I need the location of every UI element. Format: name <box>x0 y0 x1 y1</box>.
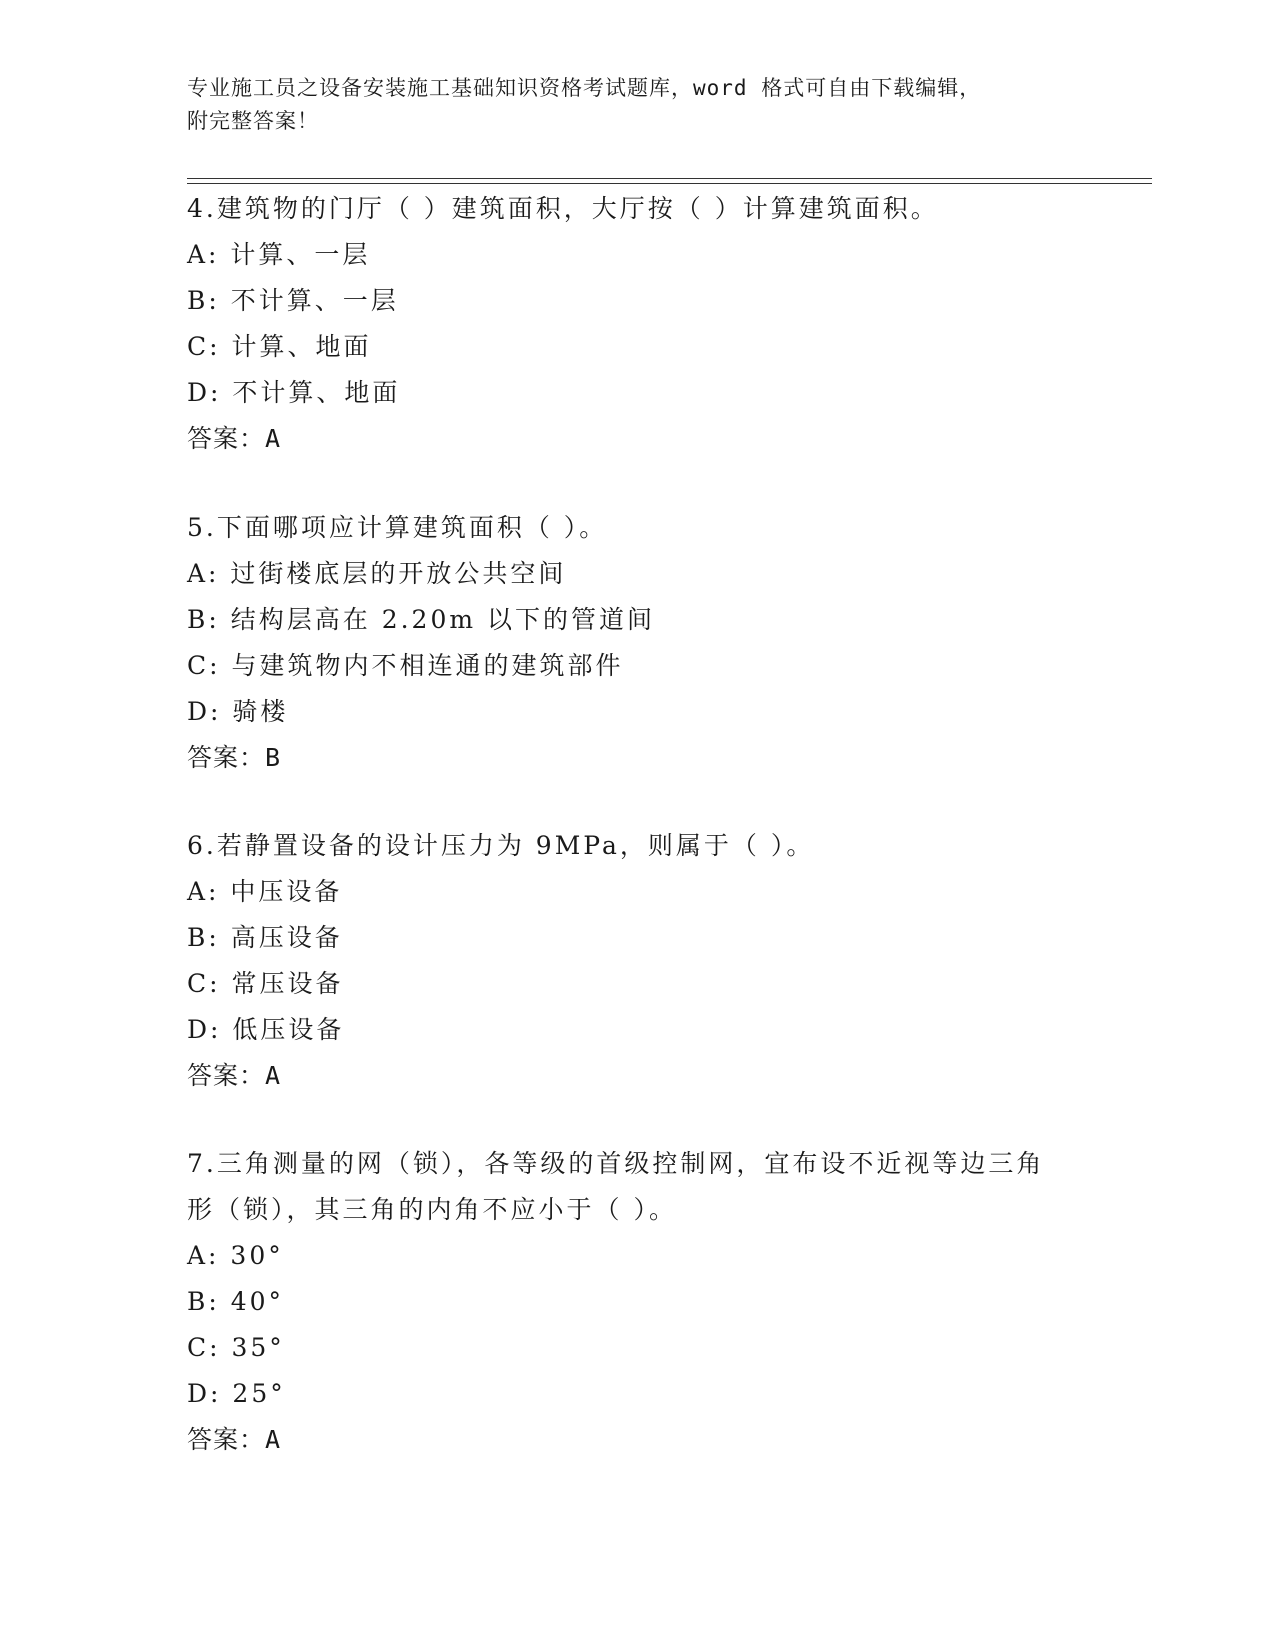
option-c: C: 常压设备 <box>187 969 344 998</box>
answer-line <box>187 416 1087 462</box>
question-block <box>187 1141 1087 1463</box>
question-block <box>187 505 1087 781</box>
answer-value: A <box>265 1061 282 1090</box>
option-b: B: 不计算、一层 <box>187 286 399 315</box>
option-a: A: 中压设备 <box>187 877 343 906</box>
option-a: A: 过街楼底层的开放公共空间 <box>187 559 567 588</box>
answer-line <box>187 735 1087 781</box>
question-stem: 4.建筑物的门厅（ ）建筑面积，大厅按（ ）计算建筑面积。 <box>187 194 939 223</box>
answer-line <box>187 1053 1087 1099</box>
header-line-2: 附完整答案！ <box>187 109 319 133</box>
answer-value: A <box>265 1425 282 1454</box>
question-block <box>187 823 1087 1099</box>
question-stem: 6.若静置设备的设计压力为 9MPa，则属于（ ）。 <box>187 831 815 860</box>
option-c: C: 计算、地面 <box>187 332 372 361</box>
option-c: C: 与建筑物内不相连通的建筑部件 <box>187 651 624 680</box>
answer-label: 答案： <box>187 743 266 772</box>
option-d: D: 25° <box>187 1379 286 1408</box>
option-a: A: 30° <box>187 1241 284 1270</box>
question-stem: 7.三角测量的网（锁），各等级的首级控制网，宜布设不近视等边三角形（锁），其三角的内角不应小于（ ）。 <box>187 1149 1045 1224</box>
answer-label: 答案： <box>187 1061 266 1090</box>
answer-value: A <box>265 424 282 453</box>
header-divider-top <box>187 178 1152 179</box>
header-line-1: 专业施工员之设备安装施工基础知识资格考试题库，word 格式可自由下载编辑， <box>187 76 982 100</box>
answer-value: B <box>265 743 282 772</box>
answer-line <box>187 1417 1087 1463</box>
document-header <box>187 72 1087 138</box>
answer-label: 答案： <box>187 424 266 453</box>
option-a: A: 计算、一层 <box>187 240 371 269</box>
question-block <box>187 186 1087 462</box>
option-c: C: 35° <box>187 1333 285 1362</box>
option-d: D: 骑楼 <box>187 697 289 726</box>
option-b: B: 40° <box>187 1287 285 1316</box>
option-b: B: 高压设备 <box>187 923 343 952</box>
question-stem: 5.下面哪项应计算建筑面积（ ）。 <box>187 513 608 542</box>
option-d: D: 不计算、地面 <box>187 378 401 407</box>
option-b: B: 结构层高在 2.20m 以下的管道间 <box>187 605 656 634</box>
answer-label: 答案： <box>187 1425 266 1454</box>
header-divider-bottom <box>187 183 1152 184</box>
option-d: D: 低压设备 <box>187 1015 345 1044</box>
